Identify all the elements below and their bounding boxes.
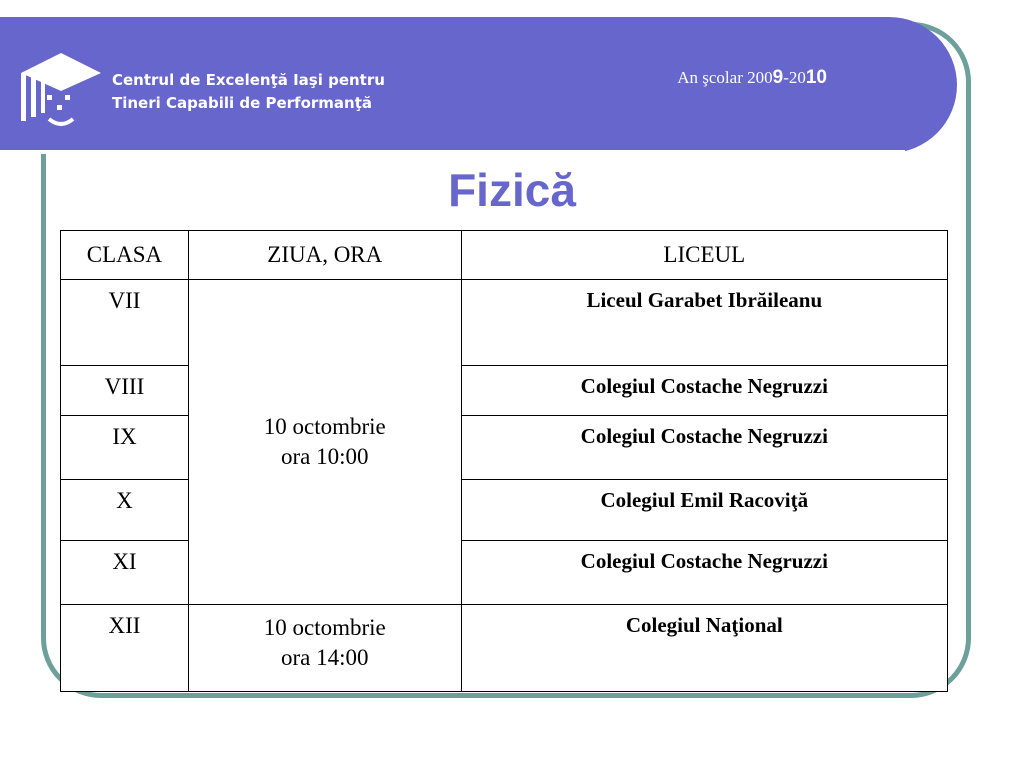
cell-liceul: Colegiul Costache Negruzzi <box>461 541 947 605</box>
cell-liceul: Colegiul Naţional <box>461 605 947 692</box>
school-year <box>677 67 827 89</box>
table-row <box>61 605 948 692</box>
cell-clasa: IX <box>61 416 189 480</box>
cell-liceul: Liceul Garabet Ibrăileanu <box>461 280 947 366</box>
cell-ziua-ora <box>188 605 461 692</box>
table-header-row <box>61 231 948 280</box>
ziua-time: ora 14:00 <box>281 645 369 670</box>
schedule-table <box>60 230 948 692</box>
cell-liceul: Colegiul Emil Racoviţă <box>461 480 947 541</box>
school-year-mid: -20 <box>783 68 806 87</box>
cell-clasa: VIII <box>61 366 189 416</box>
ziua-time: ora 10:00 <box>281 444 369 469</box>
cell-clasa: XI <box>61 541 189 605</box>
header-banner <box>0 17 957 153</box>
school-year-digit: 9 <box>772 67 784 88</box>
cell-liceul: Colegiul Costache Negruzzi <box>461 366 947 416</box>
org-line-1: Centrul de Excelenţă Iaşi pentru <box>112 71 385 89</box>
organization-name <box>112 69 385 115</box>
school-year-end: 10 <box>805 67 827 88</box>
graduation-cap-logo-icon <box>17 51 103 137</box>
cell-clasa: X <box>61 480 189 541</box>
header-ziua-ora: ZIUA, ORA <box>188 231 461 280</box>
cell-clasa: XII <box>61 605 189 692</box>
cell-ziua-ora <box>188 280 461 605</box>
school-year-prefix: An şcolar 200 <box>677 68 773 87</box>
ziua-date: 10 octombrie <box>263 414 386 439</box>
org-line-2: Tineri Capabili de Performanţă <box>112 94 373 112</box>
cell-liceul: Colegiul Costache Negruzzi <box>461 416 947 480</box>
banner-divider <box>0 150 905 154</box>
cell-clasa: VII <box>61 280 189 366</box>
table-row <box>61 280 948 366</box>
header-liceul: LICEUL <box>461 231 947 280</box>
header-clasa: CLASA <box>61 231 189 280</box>
ziua-date: 10 octombrie <box>263 615 386 640</box>
page-title: Fizică <box>448 164 576 216</box>
